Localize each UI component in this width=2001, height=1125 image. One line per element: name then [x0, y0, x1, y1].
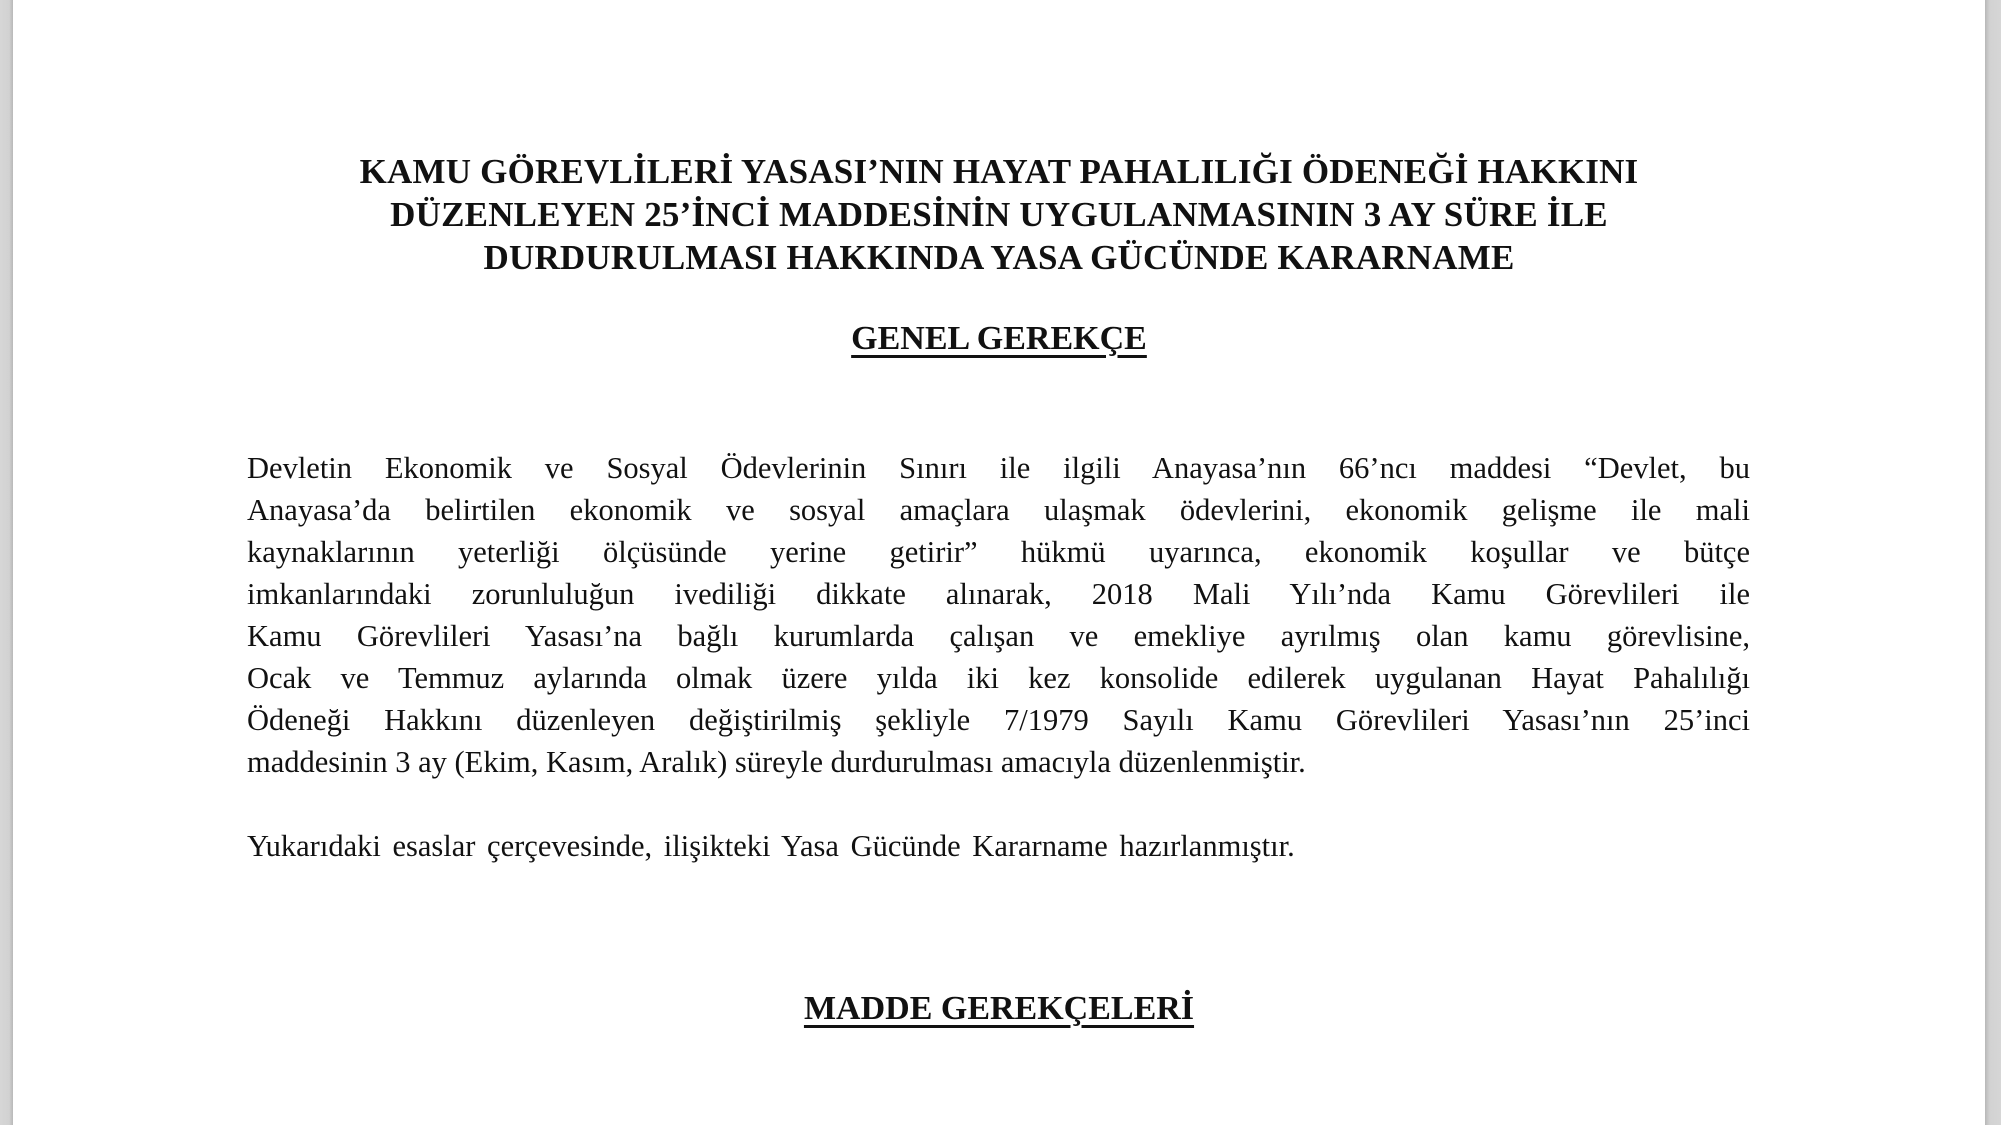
paragraph-line: Kamu Görevlileri Yasası’na bağlı kurumlarda çalışan ve emekliye ayrılmış olan kamu görevlisine, — [247, 619, 1750, 653]
page-edge-right — [1985, 0, 2001, 1125]
paragraph-line: Devletin Ekonomik ve Sosyal Ödevlerinin Sınırı ile ilgili Anayasa’nın 66’ncı maddesi “Devlet, bu — [247, 451, 1750, 485]
document-title — [13, 150, 1985, 279]
paragraph-general-rationale — [247, 447, 1750, 783]
section-heading-articles-text: MADDE GEREKÇELERİ — [803, 990, 1195, 1027]
paragraph-line: maddesinin 3 ay (Ekim, Kasım, Aralık) süreyle durdurulması amacıyla düzenlenmiştir. — [247, 745, 1306, 779]
title-line-3: DURDURULMASI HAKKINDA YASA GÜCÜNDE KARARNAME — [483, 238, 1515, 277]
section-heading-general-text: GENEL GEREKÇE — [851, 320, 1147, 357]
document-page — [13, 0, 1985, 1125]
paragraph-line: Ocak ve Temmuz aylarında olmak üzere yılda iki kez konsolide edilerek uygulanan Hayat Pahalılığı — [247, 661, 1750, 695]
paragraph-line: Ödeneği Hakkını düzenleyen değiştirilmiş şekliyle 7/1979 Sayılı Kamu Görevlileri Yasası’nın 25’inci — [247, 703, 1750, 737]
paragraph-line: Anayasa’da belirtilen ekonomik ve sosyal amaçlara ulaşmak ödevlerini, ekonomik gelişme ile mali — [247, 493, 1750, 527]
section-heading-articles — [13, 990, 1985, 1028]
paragraph-conclusion — [247, 825, 1750, 867]
paragraph-line: Yukarıdaki esaslar çerçevesinde, ilişikteki Yasa Gücünde Kararname hazırlanmıştır. — [247, 829, 1295, 863]
title-line-1: KAMU GÖREVLİLERİ YASASI’NIN HAYAT PAHALILIĞI ÖDENEĞİ HAKKINI — [359, 152, 1639, 191]
page-edge-left — [0, 0, 13, 1125]
title-line-2: DÜZENLEYEN 25’İNCİ MADDESİNİN UYGULANMASININ 3 AY SÜRE İLE — [390, 195, 1608, 234]
paragraph-line: imkanlarındaki zorunluluğun ivediliği dikkate alınarak, 2018 Mali Yılı’nda Kamu Görevlileri ile — [247, 577, 1750, 611]
paragraph-line: kaynaklarının yeterliği ölçüsünde yerine getirir” hükmü uyarınca, ekonomik koşullar ve bütçe — [247, 535, 1750, 569]
section-heading-general — [13, 320, 1985, 358]
